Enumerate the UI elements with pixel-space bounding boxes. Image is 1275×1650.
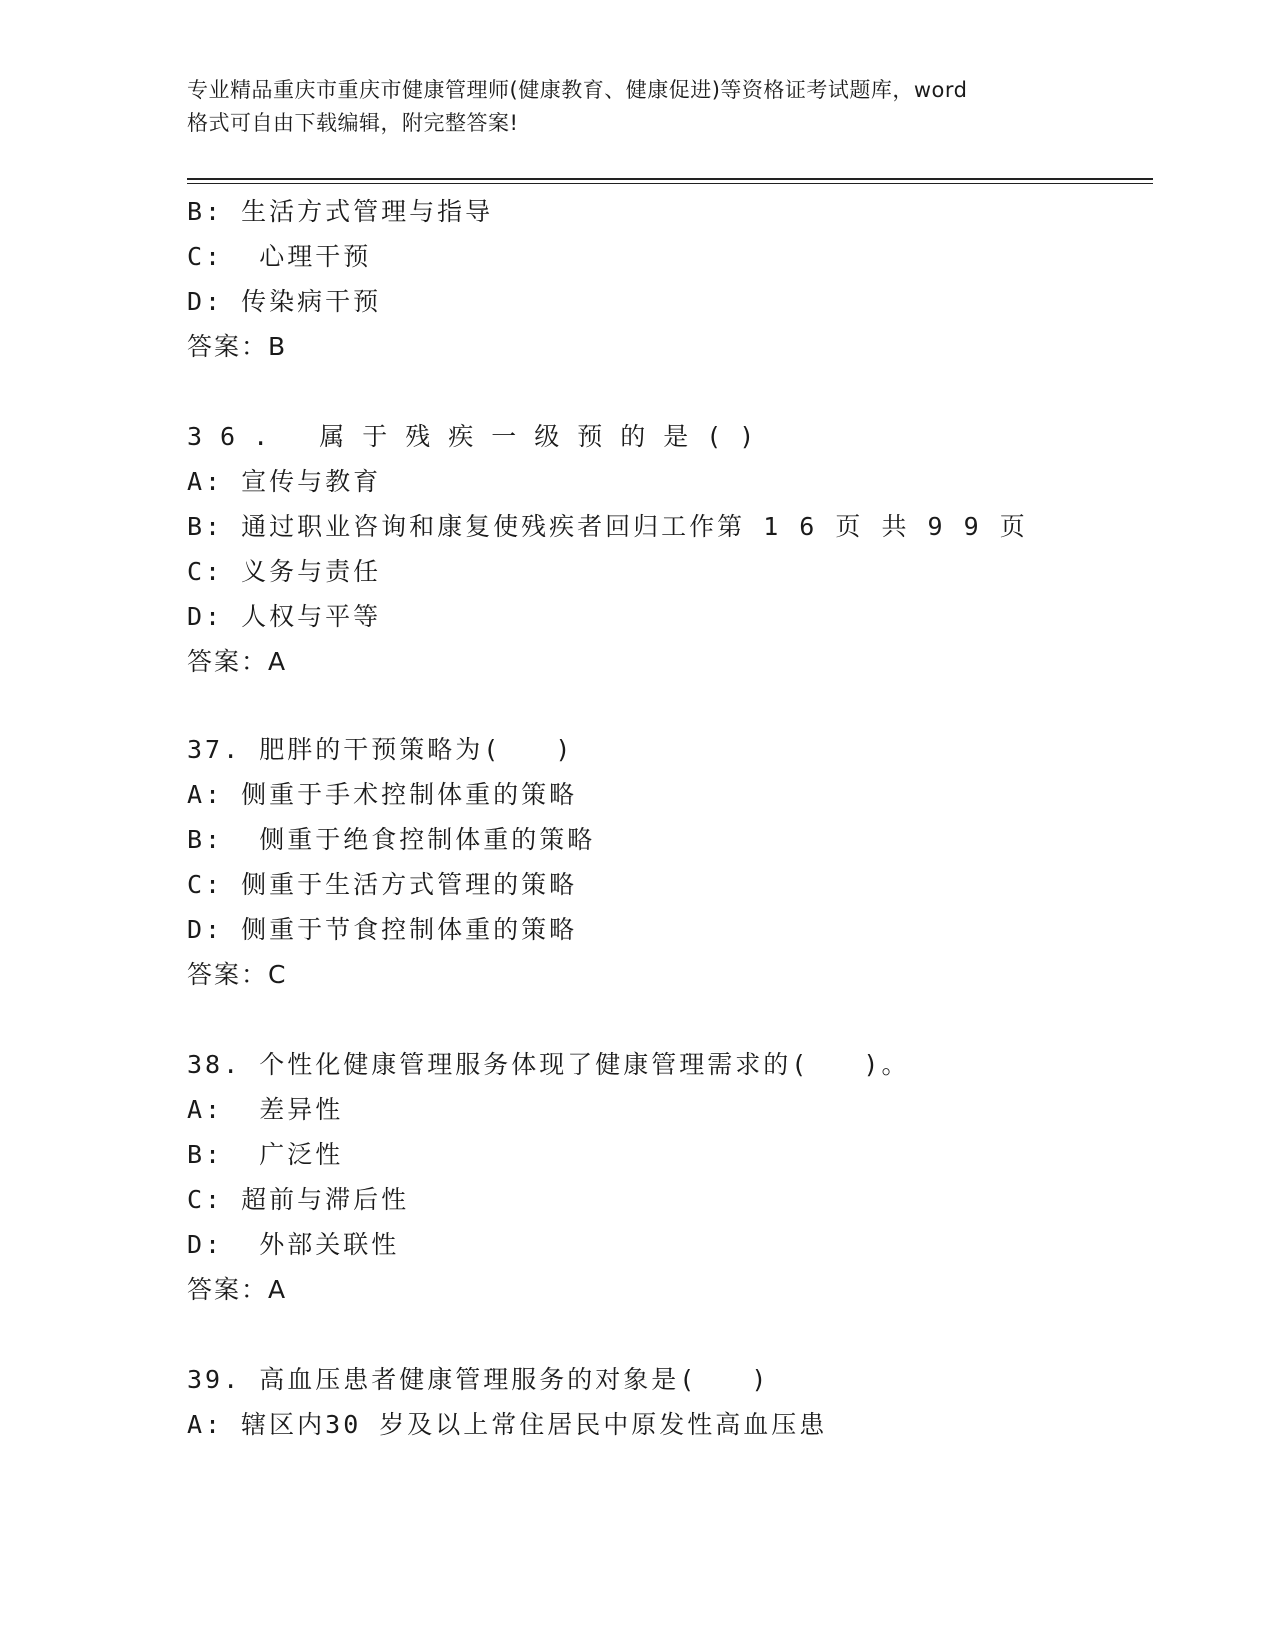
q36-option-a: A: 宣传与教育: [187, 467, 382, 496]
q35-option-c: C: 心理干预: [187, 242, 372, 271]
q35-option-d: D: 传染病干预: [187, 287, 382, 316]
q36-stem: 36. 属于残疾一级预的是(): [187, 422, 773, 451]
header-divider-thick: [187, 178, 1153, 180]
q36-option-b: B: 通过职业咨询和康复使残疾者回归工作第 1 6 页 共 9 9 页: [187, 512, 1028, 541]
q36-answer: 答案：A: [187, 647, 288, 676]
q38-option-c: C: 超前与滞后性: [187, 1185, 410, 1214]
q38-answer: 答案：A: [187, 1275, 288, 1304]
q37-option-a: A: 侧重于手术控制体重的策略: [187, 780, 578, 809]
header-line-1: 专业精品重庆市重庆市健康管理师(健康教育、健康促进)等资格证考试题库，word: [187, 78, 968, 102]
q36-option-d: D: 人权与平等: [187, 602, 382, 631]
header-line-2: 格式可自由下载编辑，附完整答案!: [187, 111, 519, 135]
q37-option-b: B: 侧重于绝食控制体重的策略: [187, 825, 596, 854]
q36-option-c: C: 义务与责任: [187, 557, 382, 586]
q38-option-d: D: 外部关联性: [187, 1230, 400, 1259]
q35-option-b: B: 生活方式管理与指导: [187, 197, 494, 226]
q39-option-a: A: 辖区内30 岁及以上常住居民中原发性高血压患: [187, 1410, 828, 1439]
q39-stem: 39. 高血压患者健康管理服务的对象是( ): [187, 1365, 770, 1394]
q37-stem: 37. 肥胖的干预策略为( ): [187, 735, 574, 764]
header-divider-thin: [187, 183, 1153, 184]
q37-answer: 答案：C: [187, 960, 288, 989]
q37-option-d: D: 侧重于节食控制体重的策略: [187, 915, 578, 944]
q38-stem: 38. 个性化健康管理服务体现了健康管理需求的( )。: [187, 1050, 910, 1079]
q38-option-a: A: 差异性: [187, 1095, 344, 1124]
q38-option-b: B: 广泛性: [187, 1140, 344, 1169]
q37-option-c: C: 侧重于生活方式管理的策略: [187, 870, 578, 899]
q35-answer: 答案：B: [187, 332, 288, 361]
document-header: [187, 74, 1087, 140]
